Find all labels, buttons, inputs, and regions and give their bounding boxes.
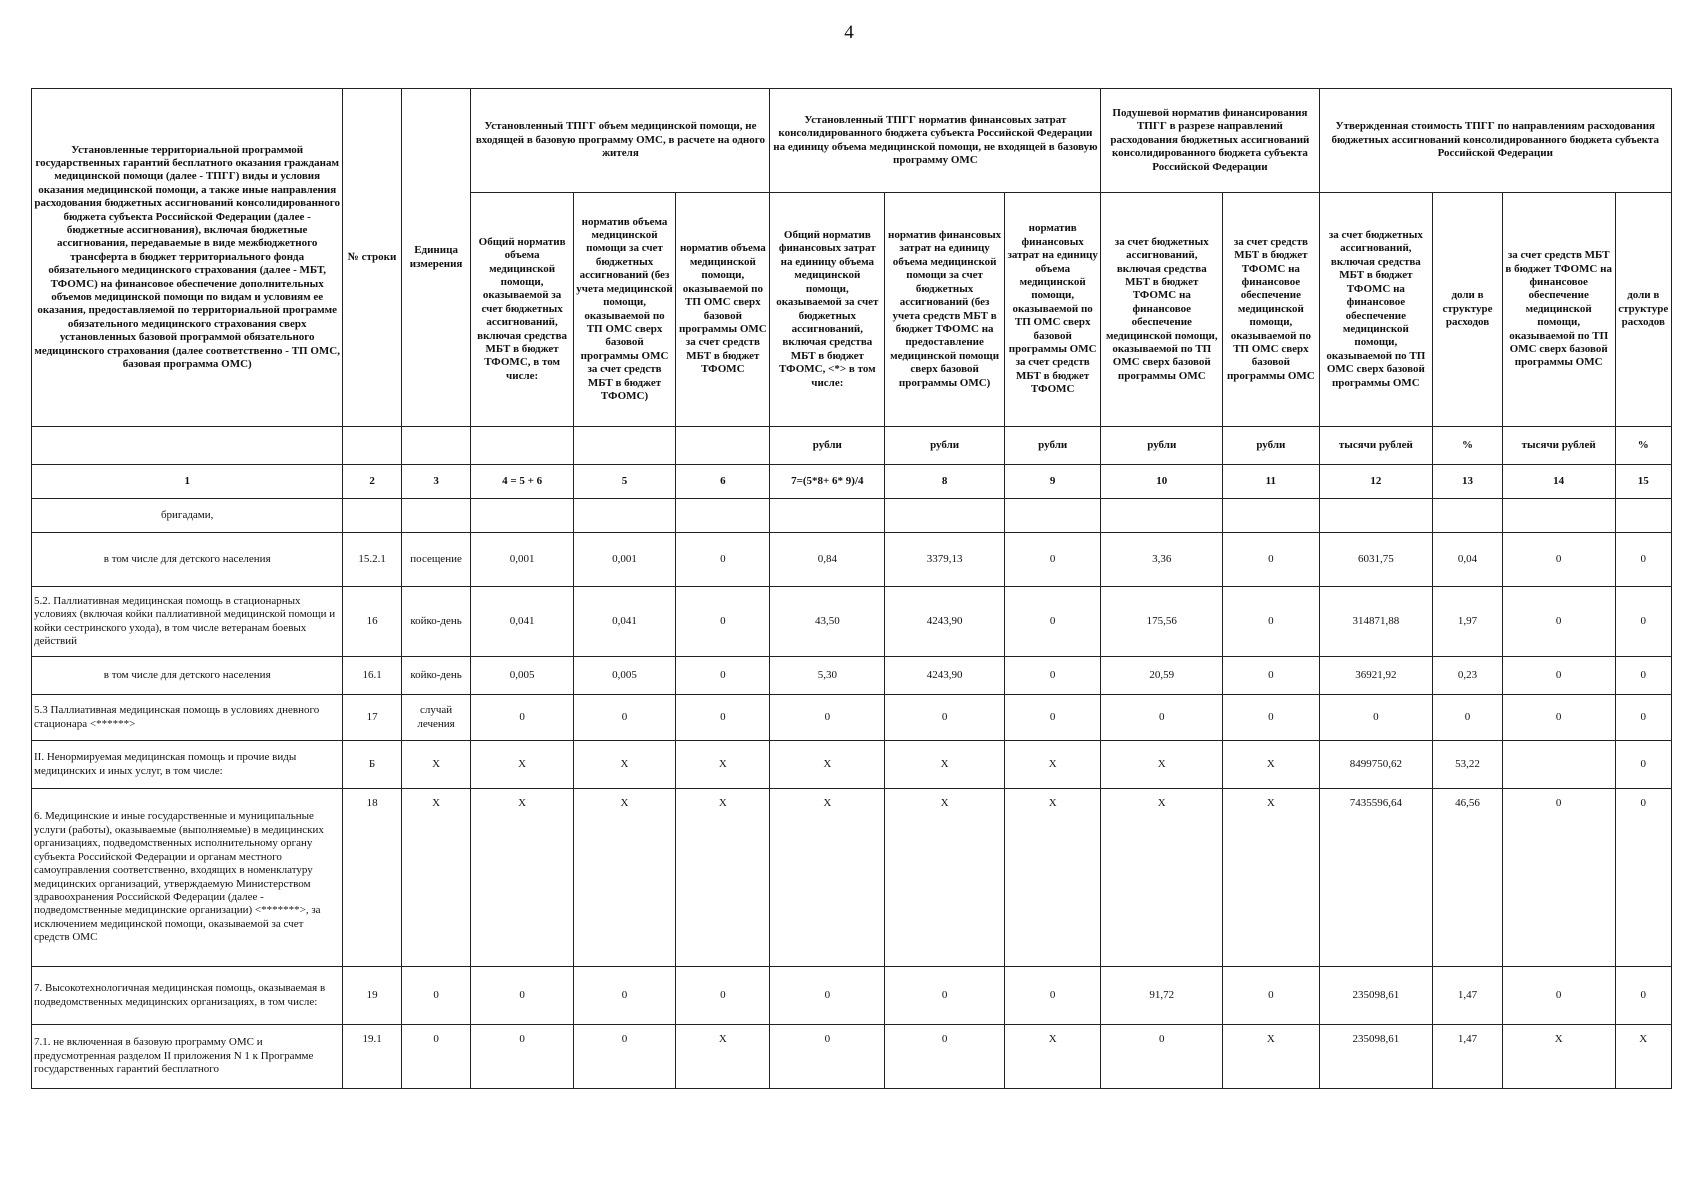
table-cell: посещение	[401, 533, 471, 587]
table-cell: 0	[1223, 657, 1319, 695]
table-cell: X	[676, 741, 770, 789]
table-cell: 0	[676, 967, 770, 1025]
header-col-2: № строки	[343, 89, 401, 427]
table-cell: 5,30	[770, 657, 885, 695]
unit-cell	[676, 427, 770, 465]
table-cell: 36921,92	[1319, 657, 1433, 695]
table-cell: X	[471, 741, 573, 789]
table-cell: 0	[676, 657, 770, 695]
table-cell: 175,56	[1101, 587, 1223, 657]
header-col-13: доли в структуре расходов	[1433, 193, 1503, 427]
unit-cell: рубли	[1005, 427, 1101, 465]
table-cell	[1319, 499, 1433, 533]
table-cell: 0	[770, 695, 885, 741]
table-cell: X	[1005, 1025, 1101, 1089]
table-cell: 0,005	[573, 657, 675, 695]
table-cell: 17	[343, 695, 401, 741]
table-cell	[885, 499, 1005, 533]
table-cell: 0	[1615, 657, 1671, 695]
table-cell: X	[770, 789, 885, 967]
unit-cell	[343, 427, 401, 465]
table-cell: 0	[1502, 657, 1615, 695]
units-row	[32, 427, 1672, 465]
column-number-cell: 15	[1615, 465, 1671, 499]
table-cell: X	[676, 789, 770, 967]
table-cell: 0	[1005, 657, 1101, 695]
column-number-cell: 2	[343, 465, 401, 499]
row-label-cell: 7.1. не включенная в базовую программу ОМС и предусмотренная разделом II приложения N 1 к Программе государственных гарантий бесплатного	[32, 1025, 343, 1089]
header-col-12: за счет бюджетных ассигнований, включая средства МБТ в бюджет ТФОМС на финансовое обеспечение медицинской помощи, оказываемой по ТП ОМС сверх базовой программы ОМС	[1319, 193, 1433, 427]
header-col-15: доли в структуре расходов	[1615, 193, 1671, 427]
table-cell: X	[1005, 741, 1101, 789]
table-cell: 0	[471, 695, 573, 741]
header-col-1: Установленные территориальной программой государственных гарантий бесплатного оказания гражданам медицинской помощи (далее - ТПГГ) виды и условия оказания медицинской помощи, а также иные направления расходования бюджетных ассигнований консолидированного бюджета субъекта Российской Федерации (далее - бюджетные ассигнования), включая бюджетные ассигнования, передаваемые в виде межбюджетного трансферта в бюджет территориального фонда обязательного медицинского страхования (далее - МБТ, ТФОМС) на финансовое обеспечение дополнительных объемов медицинской помощи по видам и условиям ее оказания, предоставляемой по территориальной программе обязательного медицинского страхования сверх установленных базовой программой обязательного медицинского страхования (далее соответственно - ТП ОМС, базовая программа ОМС)	[32, 89, 343, 427]
table-cell: 0	[471, 1025, 573, 1089]
table-cell: 0	[401, 1025, 471, 1089]
table-cell: X	[573, 789, 675, 967]
table-cell	[1502, 499, 1615, 533]
table-cell: 0	[1005, 967, 1101, 1025]
table-cell: 15.2.1	[343, 533, 401, 587]
unit-cell	[32, 427, 343, 465]
table-row	[32, 1025, 1672, 1089]
table-cell: 18	[343, 789, 401, 967]
table-cell	[676, 499, 770, 533]
table-cell: X	[885, 741, 1005, 789]
unit-cell: рубли	[1101, 427, 1223, 465]
table-row	[32, 967, 1672, 1025]
row-label-cell: II. Ненормируемая медицинская помощь и прочие виды медицинских и иных услуг, в том числе:	[32, 741, 343, 789]
header-col-11: за счет средств МБТ в бюджет ТФОМС на финансовое обеспечение медицинской помощи, оказываемой по ТП ОМС сверх базовой программы ОМС	[1223, 193, 1319, 427]
table-cell: 0	[1005, 533, 1101, 587]
table-cell	[1005, 499, 1101, 533]
table-cell: 0	[885, 1025, 1005, 1089]
column-number-cell: 8	[885, 465, 1005, 499]
header-col-6: норматив объема медицинской помощи, оказываемой по ТП ОМС сверх базовой программы ОМС за счет средств МБТ в бюджет ТФОМС	[676, 193, 770, 427]
header-col-3: Единица измерения	[401, 89, 471, 427]
table-cell	[1223, 499, 1319, 533]
table-cell: 0	[573, 967, 675, 1025]
table-cell: 0	[770, 1025, 885, 1089]
table-cell: 16.1	[343, 657, 401, 695]
page-number: 4	[844, 22, 854, 43]
table-cell: 0	[573, 695, 675, 741]
header-col-4: Общий норматив объема медицинской помощи, оказываемой за счет бюджетных ассигнований, включая средства МБТ в бюджет ТФОМС, в том числе:	[471, 193, 573, 427]
table-cell: 20,59	[1101, 657, 1223, 695]
table-cell	[1101, 499, 1223, 533]
table-cell: 4243,90	[885, 587, 1005, 657]
table-cell: Б	[343, 741, 401, 789]
table-cell: 0,001	[573, 533, 675, 587]
header-col-14: за счет средств МБТ в бюджет ТФОМС на финансовое обеспечение медицинской помощи, оказываемой по ТП ОМС сверх базовой программы ОМС	[1502, 193, 1615, 427]
unit-cell	[573, 427, 675, 465]
unit-cell: тысячи рублей	[1502, 427, 1615, 465]
table-cell: 46,56	[1433, 789, 1503, 967]
table-cell: 0	[1319, 695, 1433, 741]
table-cell: 0	[676, 587, 770, 657]
table-row	[32, 533, 1672, 587]
table-row	[32, 789, 1672, 967]
unit-cell: %	[1615, 427, 1671, 465]
table-row	[32, 695, 1672, 741]
column-number-cell: 1	[32, 465, 343, 499]
table-cell: 19	[343, 967, 401, 1025]
table-cell: X	[1223, 741, 1319, 789]
table-cell: 53,22	[1433, 741, 1503, 789]
table-cell: 0,001	[471, 533, 573, 587]
table-cell: 0	[1502, 587, 1615, 657]
table-cell: 0	[1223, 967, 1319, 1025]
table-cell: 0	[885, 695, 1005, 741]
table-cell: X	[1502, 1025, 1615, 1089]
table-cell	[1433, 499, 1503, 533]
table-cell: 0	[1615, 967, 1671, 1025]
table-cell: 0	[1502, 789, 1615, 967]
column-number-cell: 4 = 5 + 6	[471, 465, 573, 499]
table-row	[32, 587, 1672, 657]
column-number-row	[32, 465, 1672, 499]
row-label-cell: 7. Высокотехнологичная медицинская помощь, оказываемая в подведомственных медицинских организациях, в том числе:	[32, 967, 343, 1025]
table-cell	[343, 499, 401, 533]
table-cell: 8499750,62	[1319, 741, 1433, 789]
table-cell: 0	[1502, 967, 1615, 1025]
table-cell: 0	[885, 967, 1005, 1025]
table-cell: 0	[471, 967, 573, 1025]
table-cell: 0	[1223, 533, 1319, 587]
row-label-cell: 5.2. Паллиативная медицинская помощь в стационарных условиях (включая койки паллиативной медицинской помощи и койки сестринского ухода), в том числе ветеранам боевых действий	[32, 587, 343, 657]
unit-cell: рубли	[885, 427, 1005, 465]
table-cell: 0	[676, 533, 770, 587]
table-cell: X	[1101, 789, 1223, 967]
column-number-cell: 5	[573, 465, 675, 499]
table-cell: 0,23	[1433, 657, 1503, 695]
table-cell: 0,04	[1433, 533, 1503, 587]
header-col-5: норматив объема медицинской помощи за счет бюджетных ассигнований (без учета медицинской помощи, оказываемой по ТП ОМС сверх базовой программы ОМС за счет средств МБТ в бюджет ТФОМС)	[573, 193, 675, 427]
unit-cell	[401, 427, 471, 465]
header-group-approved-cost: Утвержденная стоимость ТПГГ по направлениям расходования бюджетных ассигнований консолидированного бюджета субъекта Российской Федерации	[1319, 89, 1671, 193]
table-cell: 0	[1502, 695, 1615, 741]
table-cell: X	[770, 741, 885, 789]
table-cell: 0	[401, 967, 471, 1025]
unit-cell: %	[1433, 427, 1503, 465]
data-table	[31, 88, 1672, 1089]
table-cell: 91,72	[1101, 967, 1223, 1025]
table-cell: X	[885, 789, 1005, 967]
column-number-cell: 12	[1319, 465, 1433, 499]
header-col-7: Общий норматив финансовых затрат на единицу объема медицинской помощи, оказываемой за счет бюджетных ассигнований, включая средства МБТ в бюджет ТФОМС, <*> в том числе:	[770, 193, 885, 427]
table-cell	[573, 499, 675, 533]
column-number-cell: 9	[1005, 465, 1101, 499]
table-row	[32, 741, 1672, 789]
table-cell	[471, 499, 573, 533]
table-cell	[1502, 741, 1615, 789]
row-label-cell: в том числе для детского населения	[32, 533, 343, 587]
table-cell: 235098,61	[1319, 1025, 1433, 1089]
table-cell: X	[1005, 789, 1101, 967]
column-number-cell: 14	[1502, 465, 1615, 499]
header-row-groups	[32, 89, 1672, 193]
table-cell: 6031,75	[1319, 533, 1433, 587]
column-number-cell: 11	[1223, 465, 1319, 499]
table-cell	[770, 499, 885, 533]
table-cell: 0,041	[471, 587, 573, 657]
table-cell: 0,041	[573, 587, 675, 657]
table-cell: 0,84	[770, 533, 885, 587]
row-label-cell: в том числе для детского населения	[32, 657, 343, 695]
column-number-cell: 3	[401, 465, 471, 499]
table-cell	[401, 499, 471, 533]
table-cell: 1,97	[1433, 587, 1503, 657]
table-row	[32, 499, 1672, 533]
table-cell: 0	[1502, 533, 1615, 587]
column-number-cell: 7=(5*8+ 6* 9)/4	[770, 465, 885, 499]
table-cell	[1615, 499, 1671, 533]
table-cell: X	[471, 789, 573, 967]
table-cell: 0	[676, 695, 770, 741]
table-cell: 314871,88	[1319, 587, 1433, 657]
table-cell: 0	[1005, 587, 1101, 657]
table-cell: 3,36	[1101, 533, 1223, 587]
table-cell: 0	[573, 1025, 675, 1089]
table-cell: 0	[1101, 695, 1223, 741]
table-cell: койко-день	[401, 587, 471, 657]
table-cell: 0	[1005, 695, 1101, 741]
table-cell: X	[676, 1025, 770, 1089]
table-cell: X	[1223, 789, 1319, 967]
table-cell: 4243,90	[885, 657, 1005, 695]
table-cell: X	[1223, 1025, 1319, 1089]
table-cell: 0,005	[471, 657, 573, 695]
table-cell: X	[1101, 741, 1223, 789]
table-cell: 0	[1433, 695, 1503, 741]
table-cell: X	[573, 741, 675, 789]
table-cell: 0	[1615, 741, 1671, 789]
column-number-cell: 6	[676, 465, 770, 499]
table-cell: 0	[1615, 789, 1671, 967]
row-label-cell: 5.3 Паллиативная медицинская помощь в условиях дневного стационара <******>	[32, 695, 343, 741]
unit-cell: рубли	[1223, 427, 1319, 465]
header-group-cost-norm: Установленный ТПГГ норматив финансовых затрат консолидированного бюджета субъекта Российской Федерации на единицу объема медицинской помощи, не входящей в базовую программу ОМС	[770, 89, 1101, 193]
header-col-9: норматив финансовых затрат на единицу объема медицинской помощи, оказываемой по ТП ОМС сверх базовой программы ОМС за счет средств МБТ в бюджет ТФОМС	[1005, 193, 1101, 427]
column-number-cell: 10	[1101, 465, 1223, 499]
table-cell: 1,47	[1433, 1025, 1503, 1089]
row-label-cell: 6. Медицинские и иные государственные и муниципальные услуги (работы), оказываемые (выполняемые) в медицинских организациях, подведомственных исполнительному органу субъекта Российской Федерации и органам местного самоуправления соответственно, входящих в номенклатуру медицинских организаций, утверждаемую Министерством здравоохранения Российской Федерации (далее - подведомственные медицинские организации) <*******>, за исключением медицинской помощи, оказываемой за счет средств ОМС	[32, 789, 343, 967]
table-row	[32, 657, 1672, 695]
table-cell: X	[401, 741, 471, 789]
unit-cell	[471, 427, 573, 465]
table-cell: 43,50	[770, 587, 885, 657]
table-cell: 16	[343, 587, 401, 657]
row-label-cell: бригадами,	[32, 499, 343, 533]
table-cell: 7435596,64	[1319, 789, 1433, 967]
header-col-10: за счет бюджетных ассигнований, включая средства МБТ в бюджет ТФОМС на финансовое обеспечение медицинской помощи, оказываемой по ТП ОМС сверх базовой программы ОМС	[1101, 193, 1223, 427]
unit-cell: тысячи рублей	[1319, 427, 1433, 465]
column-number-cell: 13	[1433, 465, 1503, 499]
table-cell: 0	[1615, 533, 1671, 587]
header-group-volume: Установленный ТПГГ объем медицинской помощи, не входящей в базовую программу ОМС, в расчете на одного жителя	[471, 89, 770, 193]
table-cell: 3379,13	[885, 533, 1005, 587]
table-cell: 235098,61	[1319, 967, 1433, 1025]
table-cell: X	[401, 789, 471, 967]
header-col-8: норматив финансовых затрат на единицу объема медицинской помощи за счет бюджетных ассигнований (без учета средств МБТ в бюджет ТФОМС на предоставление медицинской помощи сверх базовой программы ОМС)	[885, 193, 1005, 427]
table-cell: 0	[1101, 1025, 1223, 1089]
table-cell: случай лечения	[401, 695, 471, 741]
unit-cell: рубли	[770, 427, 885, 465]
table-cell: 0	[770, 967, 885, 1025]
table-cell: 1,47	[1433, 967, 1503, 1025]
table-cell: 0	[1615, 587, 1671, 657]
header-group-per-capita: Подушевой норматив финансирования ТПГГ в разрезе направлений расходования бюджетных ассигнований консолидированного бюджета субъекта Российской Федерации	[1101, 89, 1319, 193]
table-cell: X	[1615, 1025, 1671, 1089]
table-cell: койко-день	[401, 657, 471, 695]
table-cell: 0	[1223, 587, 1319, 657]
table-cell: 0	[1223, 695, 1319, 741]
table-cell: 19.1	[343, 1025, 401, 1089]
table-cell: 0	[1615, 695, 1671, 741]
